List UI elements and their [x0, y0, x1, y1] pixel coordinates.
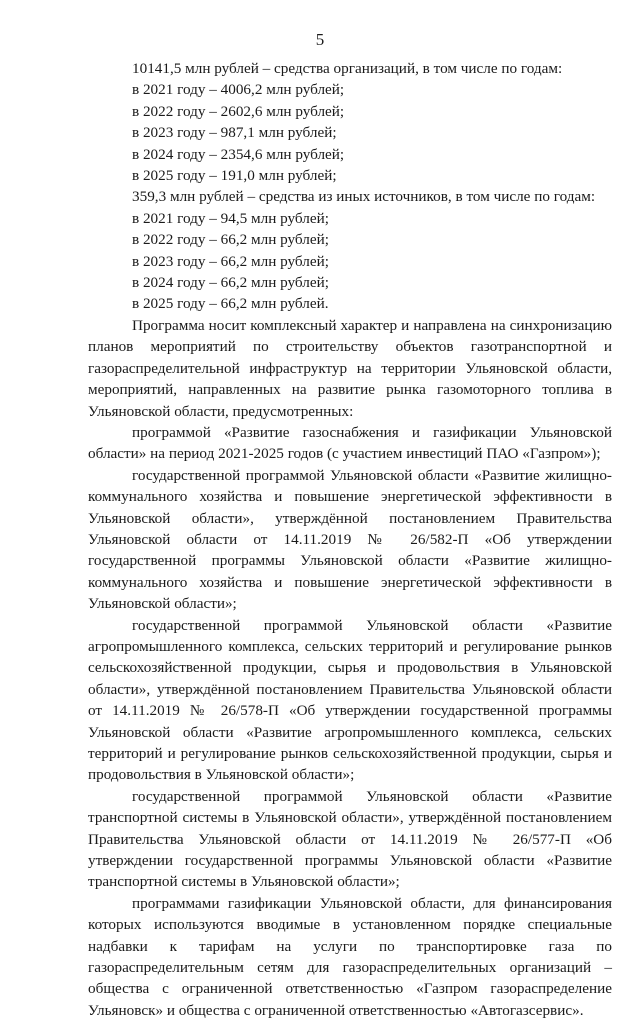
other-sources-funding-intro: 359,3 млн рублей – средства из иных источников, в том числе по годам:	[132, 188, 596, 206]
other-sources-year-2021: в 2021 году – 94,5 млн рублей;	[132, 209, 329, 227]
other-sources-year-2023: в 2023 году – 66,2 млн рублей;	[132, 252, 329, 270]
organizations-year-2022: в 2022 году – 2602,6 млн рублей;	[132, 102, 345, 120]
agro-program-paragraph: государственной программой Ульяновской области «Развитие агропромышленного комплекса, сельских территорий и регулирование рынков сельскохозяйственной продукции, сырья и продовольствия в Ульяновской области», утверждённой постановлением Правительства Ульяновской области от 14.11.2019 № 26/578-П «Об утверждении государственной программы Ульяновской области «Развитие агропромышленного комплекса, сельских территорий и регулирование рынков сельскохозяйственной продукции, сырья и продовольствия в Ульяновской области»;	[88, 616, 612, 784]
organizations-funding-intro: 10141,5 млн рублей – средства организаций, в том числе по годам:	[132, 60, 563, 77]
gasification-programs-paragraph: программами газификации Ульяновской области, для финансирования которых используются вводимые в установленном порядке специальные надбавки к тарифам на услуги по транспортировке газа по газораспределительным сетям для газораспределительных организаций – общества с ограниченной ответственностью «Газпром газораспределение Ульяновск» и общества с ограниченной ответственностью «Автогазсервис».	[88, 894, 612, 1019]
program-intro-paragraph: Программа носит комплексный характер и направлена на синхронизацию планов мероприятий по строительству объектов газотранспортной и газораспределительной инфраструктур на территории Ульяновской области, мероприятий, направленных на развитие рынка газомоторного топлива в Ульяновской области, предусмотренных:	[88, 316, 612, 420]
gas-program-paragraph: программой «Развитие газоснабжения и газификации Ульяновской области» на период 2021-2025 годов (с участием инвестиций ПАО «Газпром»);	[88, 423, 612, 463]
housing-program-paragraph: государственной программой Ульяновской области «Развитие жилищно-коммунального хозяйства и повышение энергетической эффективности в Ульяновской области», утверждённой постановлением Правительства Ульяновской области от 14.11.2019 № 26/582-П «Об утверждении государственной программы Ульяновской области «Развитие жилищно-коммунального хозяйства и повышение энергетической эффективности в Ульяновской области»;	[88, 466, 612, 613]
organizations-year-2024: в 2024 году – 2354,6 млн рублей;	[132, 145, 345, 163]
organizations-year-2021: в 2021 году – 4006,2 млн рублей;	[132, 81, 345, 99]
other-sources-year-2025: в 2025 году – 66,2 млн рублей.	[132, 295, 329, 313]
page-number: 5	[315, 30, 325, 49]
organizations-year-2023: в 2023 году – 987,1 млн рублей;	[132, 124, 337, 142]
organizations-year-2025: в 2025 году – 191,0 млн рублей;	[132, 167, 337, 185]
other-sources-year-2024: в 2024 году – 66,2 млн рублей;	[132, 274, 329, 292]
other-sources-year-2022: в 2022 году – 66,2 млн рублей;	[132, 231, 329, 249]
page-body	[88, 58, 612, 1021]
transport-program-paragraph: государственной программой Ульяновской области «Развитие транспортной системы в Ульяновской области», утверждённой постановлением Правительства Ульяновской области от 14.11.2019 № 26/577-П «Об утверждении государственной программы Ульяновской области «Развитие транспортной системы в Ульяновской области»;	[88, 787, 612, 891]
